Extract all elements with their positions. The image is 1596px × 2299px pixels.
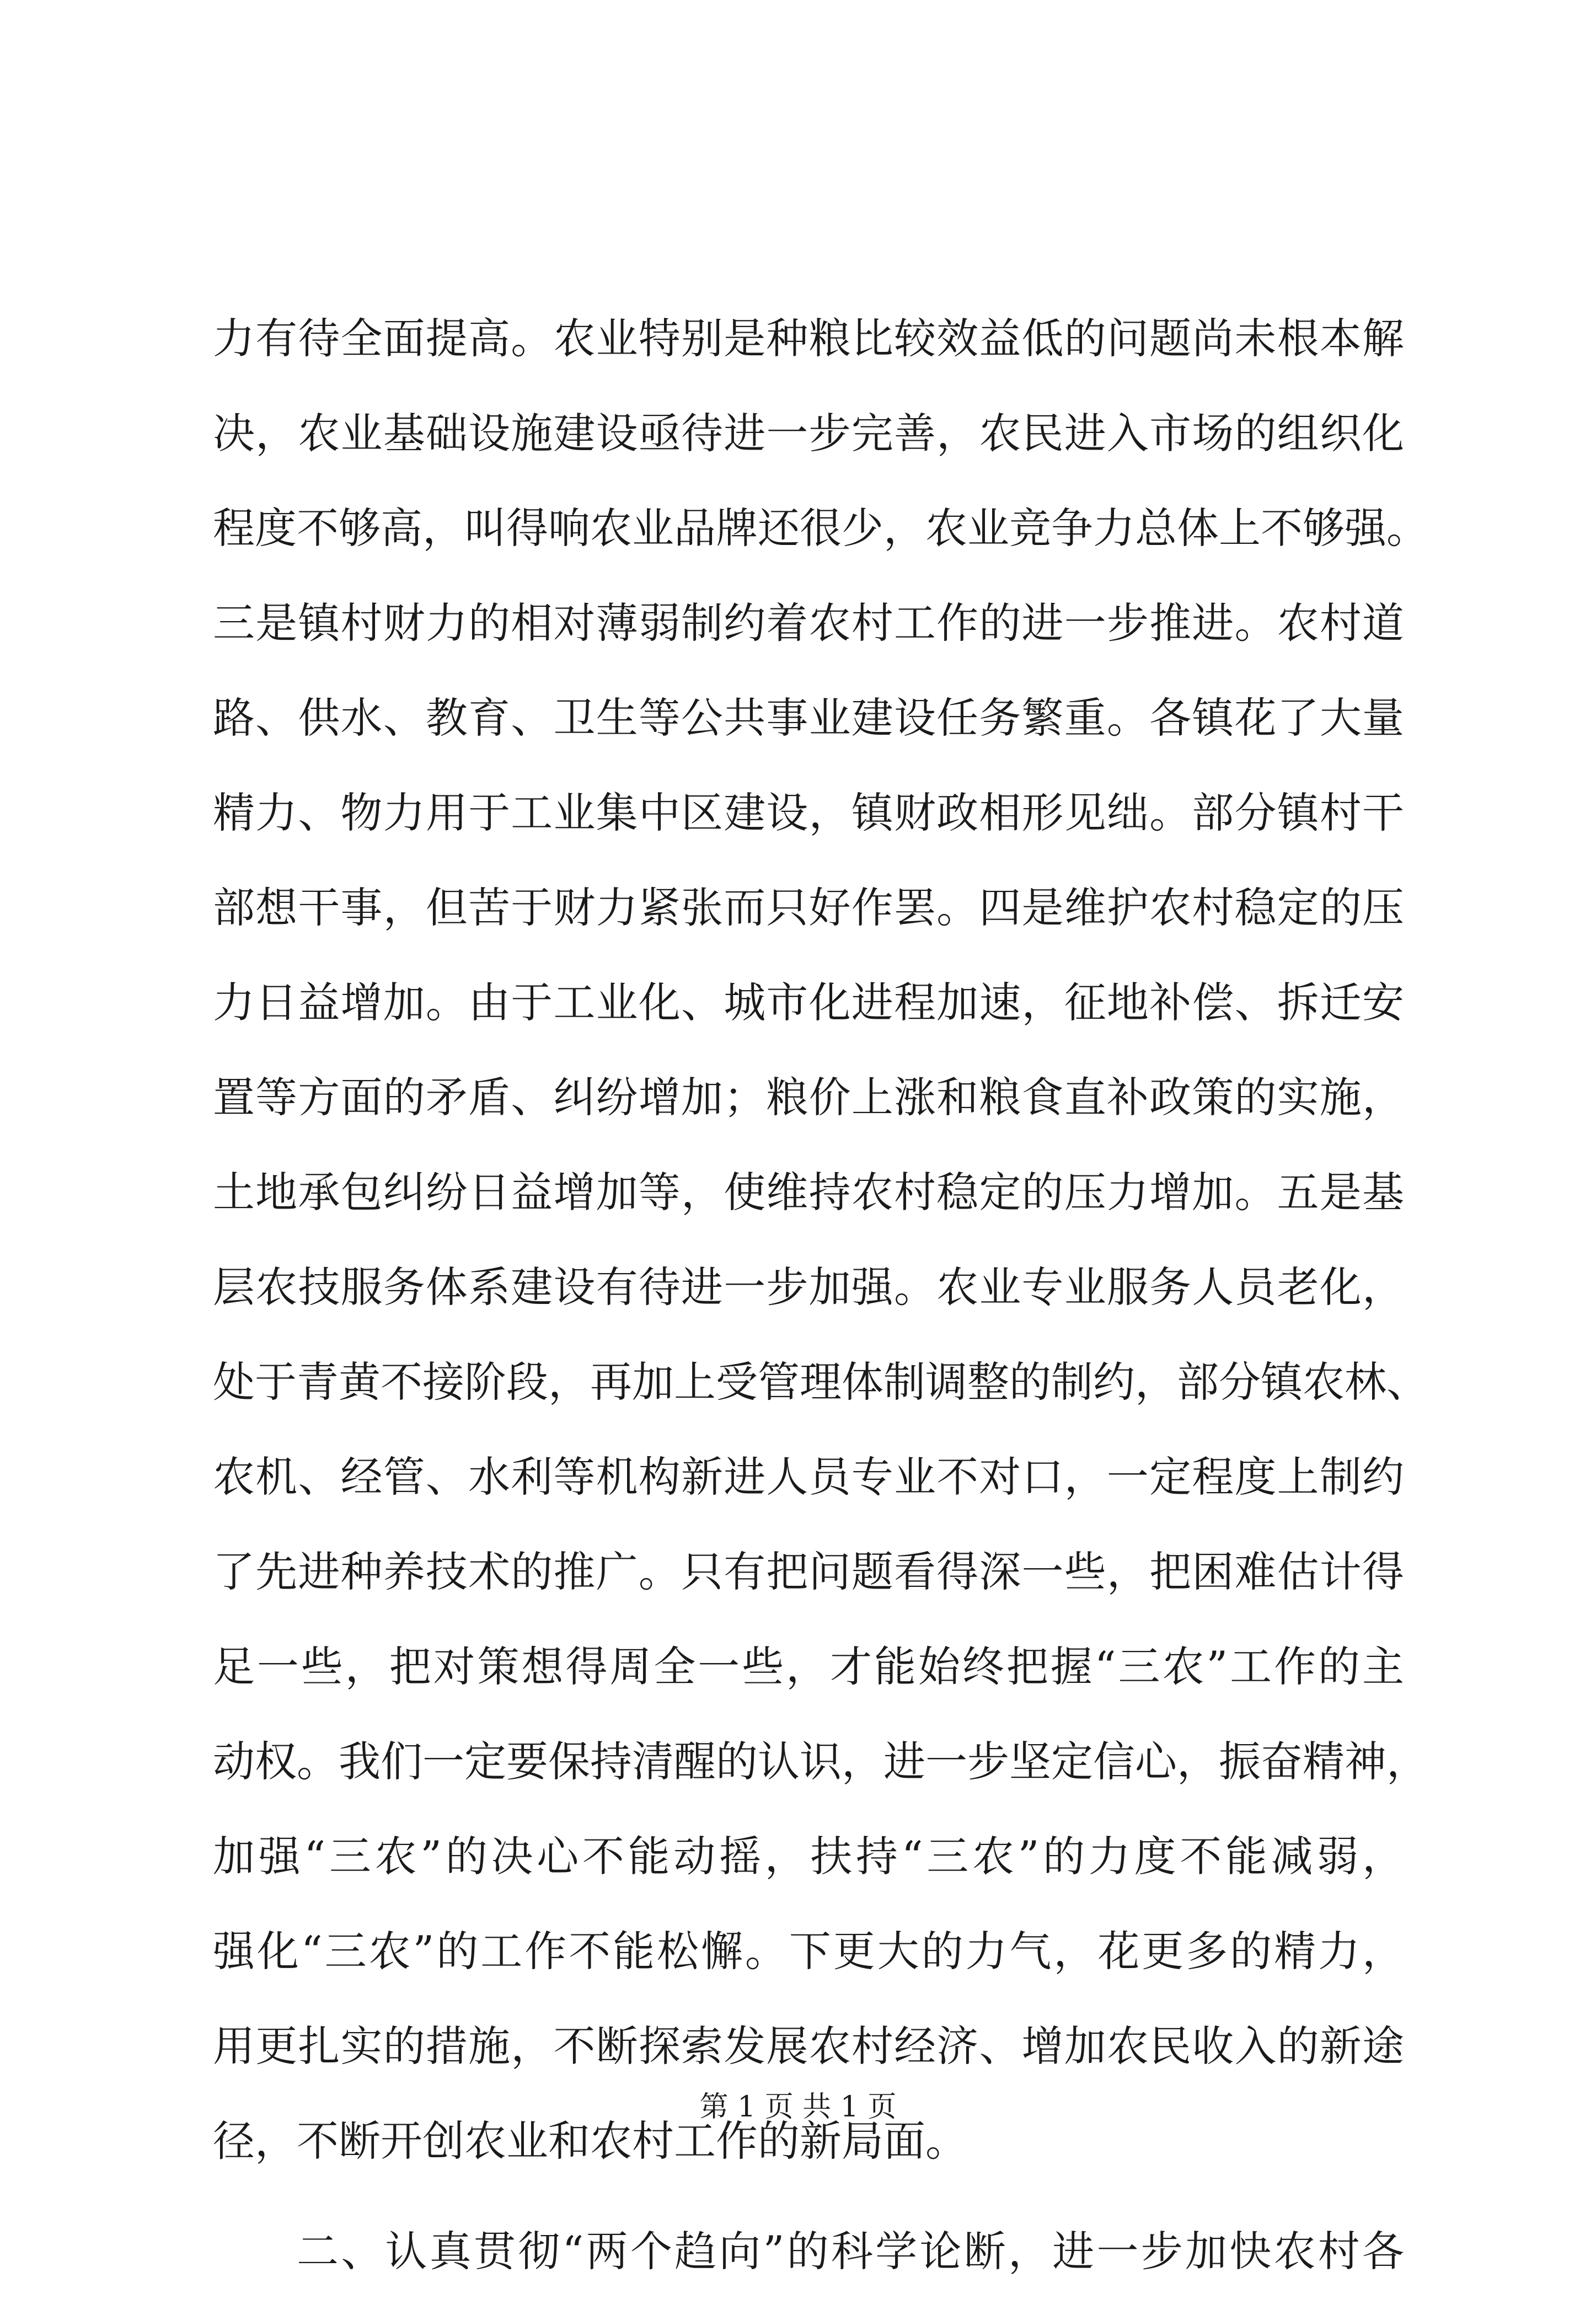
page-footer <box>0 2088 1596 2126</box>
page-number-label: 第 1 页 共 1 页 <box>699 2091 897 2124</box>
text-line: 动权。我们一定要保持清醒的认识，进一步坚定信心，振奋精神， <box>213 1737 1428 1786</box>
paragraph-1 <box>213 291 1428 2189</box>
text-line: 路、供水、教育、卫生等公共事业建设任务繁重。各镇花了大量 <box>213 693 1404 742</box>
text-line: 决，农业基础设施建设亟待进一步完善，农民进入市场的组织化 <box>213 409 1404 458</box>
text-line: 力有待全面提高。农业特别是种粮比较效益低的问题尚未根本解 <box>213 314 1404 363</box>
text-line: 三是镇村财力的相对薄弱制约着农村工作的进一步推进。农村道 <box>213 598 1404 648</box>
document-body <box>213 291 1428 2299</box>
text-line: 用更扎实的措施，不断探索发展农村经济、增加农民收入的新途 <box>213 2022 1404 2071</box>
text-line: 程度不够高，叫得响农业品牌还很少，农业竞争力总体上不够强。 <box>213 504 1428 553</box>
text-line: 径，不断开创农业和农村工作的新局面。 <box>213 2116 967 2166</box>
paragraph-gap <box>213 2189 1404 2204</box>
text-line: 农机、经管、水利等机构新进人员专业不对口，一定程度上制约 <box>213 1452 1404 1501</box>
text-line: 置等方面的矛盾、纠纷增加；粮价上涨和粮食直补政策的实施， <box>213 1073 1404 1122</box>
text-line: 力日益增加。由于工业化、城市化进程加速，征地补偿、拆迁安 <box>213 978 1404 1027</box>
text-line: 部想干事，但苦于财力紧张而只好作罢。四是维护农村稳定的压 <box>213 883 1404 932</box>
section-heading-line: 二、认真贯彻“两个趋向”的科学论断，进一步加快农村各 <box>297 2227 1404 2276</box>
text-line: 精力、物力用于工业集中区建设，镇财政相形见绌。部分镇村干 <box>213 788 1404 837</box>
text-line: 处于青黄不接阶段，再加上受管理体制调整的制约，部分镇农林、 <box>213 1357 1428 1407</box>
text-line: 加强“三农”的决心不能动摇，扶持“三农”的力度不能减弱， <box>213 1832 1404 1881</box>
paragraph-2 <box>213 2204 1404 2299</box>
text-line: 足一些，把对策想得周全一些，才能始终把握“三农”工作的主 <box>213 1642 1404 1691</box>
text-line: 土地承包纠纷日益增加等，使维持农村稳定的压力增加。五是基 <box>213 1168 1404 1217</box>
text-line: 强化“三农”的工作不能松懈。下更大的力气，花更多的精力， <box>213 1927 1404 1976</box>
text-line: 层农技服务体系建设有待进一步加强。农业专业服务人员老化， <box>213 1263 1404 1312</box>
text-line: 了先进种养技术的推广。只有把问题看得深一些，把困难估计得 <box>213 1547 1404 1596</box>
